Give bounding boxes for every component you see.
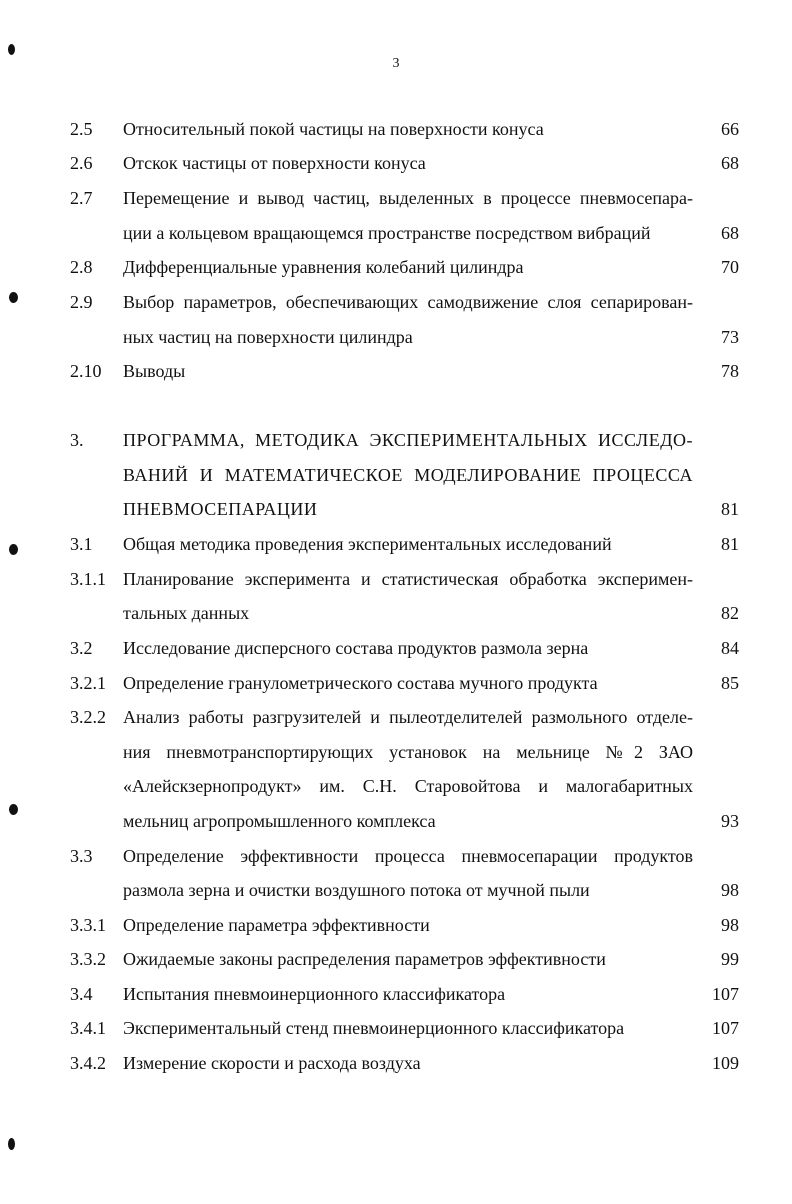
toc-entry-number: 3.1.1	[70, 569, 106, 589]
toc-line	[0, 633, 792, 663]
toc-entry-title: Ожидаемые законы распределения параметров эффективности	[123, 949, 606, 969]
toc-entry-title: Общая методика проведения экспериментальных исследований	[123, 534, 612, 554]
toc-entry-page: 70	[721, 257, 739, 277]
page-number: 3	[392, 56, 400, 71]
toc-line	[0, 806, 792, 836]
toc-line	[0, 287, 792, 317]
toc-entry-number: 3.2	[70, 638, 93, 658]
toc-line	[0, 875, 792, 905]
toc-entry-number: 3.4	[70, 984, 93, 1004]
toc-entry-number: 3.2.1	[70, 673, 106, 693]
toc-entry-title: ции а кольцевом вращающемся пространстве посредством вибраций	[123, 223, 651, 243]
toc-line	[0, 322, 792, 352]
toc-entry-title: ния пневмотранспортирующих установок на мельнице №2 ЗАО	[123, 742, 693, 762]
toc-entry-page: 78	[721, 361, 739, 381]
toc-entry-title: ПРОГРАММА, МЕТОДИКА ЭКСПЕРИМЕНТАЛЬНЫХ ИССЛЕДО-	[123, 430, 693, 450]
toc-entry-page: 93	[721, 811, 739, 831]
binding-hole-mark	[8, 1138, 15, 1150]
toc-entry-page: 81	[721, 534, 739, 554]
toc-entry-number: 2.5	[70, 119, 93, 139]
toc-line	[0, 148, 792, 178]
toc-entry-title: Дифференциальные уравнения колебаний цилиндра	[123, 257, 524, 277]
toc-entry-number: 3.1	[70, 534, 93, 554]
toc-entry-page: 85	[721, 673, 739, 693]
toc-line	[0, 460, 792, 490]
toc-entry-title: Экспериментальный стенд пневмоинерционного классификатора	[123, 1018, 625, 1038]
toc-line	[0, 1048, 792, 1078]
toc-entry-number: 3.	[70, 430, 84, 450]
toc-entry-number: 2.8	[70, 257, 93, 277]
toc-entry-title: Измерение скорости и расхода воздуха	[123, 1053, 421, 1073]
toc-entry-number: 3.3	[70, 846, 93, 866]
toc-line	[0, 1013, 792, 1043]
toc-entry-title: Перемещение и вывод частиц, выделенных в процессе пневмосепара-	[123, 188, 693, 208]
toc-entry-page: 66	[721, 119, 739, 139]
toc-entry-page: 82	[721, 603, 739, 623]
toc-entry-number: 2.7	[70, 188, 93, 208]
toc-entry-page: 84	[721, 638, 739, 658]
toc-entry-title: ВАНИЙ И МАТЕМАТИЧЕСКОЕ МОДЕЛИРОВАНИЕ ПРОЦЕССА	[123, 465, 693, 485]
toc-line	[0, 841, 792, 871]
toc-entry-page: 98	[721, 915, 739, 935]
toc-entry-title: Выбор параметров, обеспечивающих самодвижение слоя сепарирован-	[123, 292, 693, 312]
toc-entry-number: 2.10	[70, 361, 102, 381]
toc-entry-page: 81	[721, 499, 739, 519]
toc-entry-title: Отскок частицы от поверхности конуса	[123, 153, 426, 173]
toc-line	[0, 771, 792, 801]
toc-entry-title: Выводы	[123, 361, 186, 381]
toc-entry-page: 107	[712, 1018, 739, 1038]
toc-entry-title: Относительный покой частицы на поверхности конуса	[123, 119, 544, 139]
toc-line	[0, 529, 792, 559]
toc-line	[0, 494, 792, 524]
toc-entry-title: Анализ работы разгрузителей и пылеотделителей размольного отделе-	[123, 707, 693, 727]
toc-line	[0, 910, 792, 940]
toc-entry-title: ных частиц на поверхности цилиндра	[123, 327, 413, 347]
toc-entry-number: 2.6	[70, 153, 93, 173]
toc-entry-title: Исследование дисперсного состава продуктов размола зерна	[123, 638, 589, 658]
toc-entry-number: 3.4.1	[70, 1018, 106, 1038]
toc-entry-title: Определение гранулометрического состава мучного продукта	[123, 673, 598, 693]
toc-line	[0, 668, 792, 698]
toc-line	[0, 252, 792, 282]
toc-line	[0, 114, 792, 144]
toc-line	[0, 702, 792, 732]
toc-line	[0, 425, 792, 455]
toc-line	[0, 356, 792, 386]
toc-entry-number: 3.3.2	[70, 949, 106, 969]
toc-entry-title: тальных данных	[123, 603, 250, 623]
toc-entry-title: Планирование эксперимента и статистическая обработка эксперимен-	[123, 569, 693, 589]
toc-entry-number: 3.2.2	[70, 707, 106, 727]
toc-entry-page: 107	[712, 984, 739, 1004]
toc-entry-page: 68	[721, 153, 739, 173]
toc-line	[0, 598, 792, 628]
toc-entry-title: Определение эффективности процесса пневмосепарации продуктов	[123, 846, 693, 866]
toc-entry-page: 109	[712, 1053, 739, 1073]
toc-entry-number: 2.9	[70, 292, 93, 312]
toc-entry-page: 99	[721, 949, 739, 969]
toc-line	[0, 944, 792, 974]
toc-entry-number: 3.3.1	[70, 915, 106, 935]
toc-entry-number: 3.4.2	[70, 1053, 106, 1073]
toc-entry-title: Испытания пневмоинерционного классификатора	[123, 984, 506, 1004]
toc-line	[0, 737, 792, 767]
toc-entry-title: ПНЕВМОСЕПАРАЦИИ	[123, 499, 318, 519]
toc-entry-title: мельниц агропромышленного комплекса	[123, 811, 436, 831]
toc-entry-title: Определение параметра эффективности	[123, 915, 430, 935]
toc-entry-page: 73	[721, 327, 739, 347]
toc-line	[0, 979, 792, 1009]
toc-line	[0, 564, 792, 594]
toc-entry-title: размола зерна и очистки воздушного потока от мучной пыли	[123, 880, 590, 900]
toc-entry-title: «Алейскзернопродукт» им. С.Н. Старовойтова и малогабаритных	[123, 776, 693, 796]
toc-entry-page: 68	[721, 223, 739, 243]
toc-line	[0, 183, 792, 213]
toc-line	[0, 218, 792, 248]
toc-entry-page: 98	[721, 880, 739, 900]
binding-hole-mark	[8, 44, 15, 55]
